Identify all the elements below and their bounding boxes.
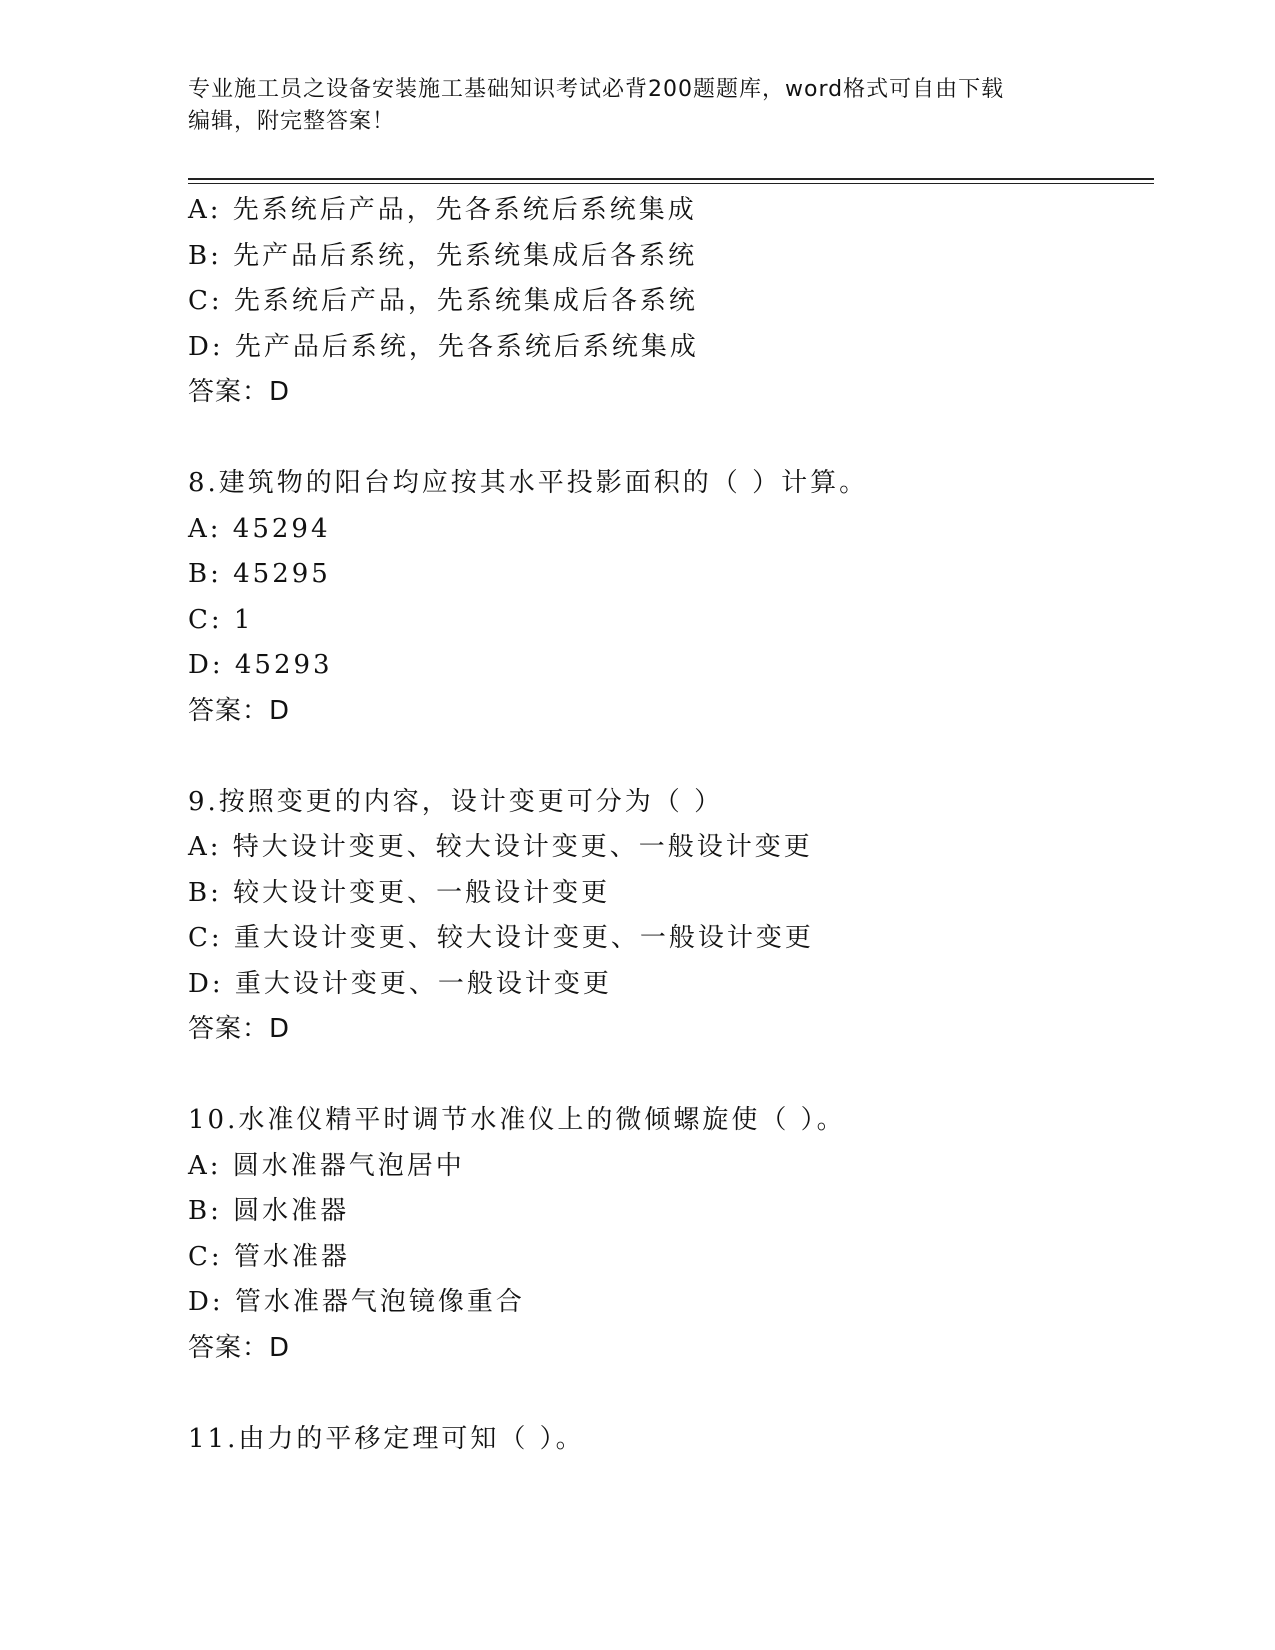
option-c: C: 重大设计变更、较大设计变更、一般设计变更: [188, 923, 814, 953]
spacer: [188, 1371, 1154, 1417]
option-a: A: 特大设计变更、较大设计变更、一般设计变更: [188, 832, 813, 862]
question-text: 8.建筑物的阳台均应按其水平投影面积的（ ）计算。: [188, 468, 869, 498]
option-b: B: 先产品后系统，先系统集成后各系统: [188, 240, 698, 271]
spacer: [188, 1053, 1154, 1099]
question-text: 10.水准仪精平时调节水准仪上的微倾螺旋使（ ）。: [188, 1105, 846, 1135]
option-d: D: 先产品后系统，先各系统后系统集成: [188, 331, 699, 362]
option-b: B: 圆水准器: [188, 1196, 350, 1226]
question-list: [188, 188, 1154, 1462]
header-divider-thin: [188, 183, 1154, 184]
option-b: B: 45295: [188, 559, 331, 589]
document-header: [188, 74, 1088, 138]
question-block-9: [188, 780, 1154, 1053]
question-text: 9.按照变更的内容，设计变更可分为（ ）: [188, 786, 724, 817]
header-title-line1: 专业施工员之设备安装施工基础知识考试必背200题题库，word格式可自由下载: [188, 77, 1005, 102]
option-a: A: 圆水准器气泡居中: [188, 1150, 465, 1181]
option-d: D: 重大设计变更、一般设计变更: [188, 968, 612, 999]
question-block-10: [188, 1098, 1154, 1371]
option-c: C: 管水准器: [188, 1241, 350, 1272]
option-c: C: 先系统后产品，先系统集成后各系统: [188, 286, 698, 316]
header-divider-thick: [188, 178, 1154, 180]
question-block-8: [188, 461, 1154, 734]
question-text: 11.由力的平移定理可知（ ）。: [188, 1423, 585, 1454]
question-block-7: [188, 188, 1154, 416]
spacer: [188, 416, 1154, 462]
answer-line: 答案：D: [188, 695, 291, 726]
option-c: C: 1: [188, 604, 254, 635]
option-a: A: 先系统后产品，先各系统后系统集成: [188, 195, 697, 225]
option-d: D: 管水准器气泡镜像重合: [188, 1287, 525, 1317]
option-d: D: 45293: [188, 650, 333, 680]
answer-line: 答案：D: [188, 377, 291, 407]
header-title-line2: 编辑，附完整答案！: [188, 109, 396, 134]
option-a: A: 45294: [188, 513, 331, 544]
spacer: [188, 734, 1154, 780]
option-b: B: 较大设计变更、一般设计变更: [188, 877, 611, 908]
question-block-11: [188, 1417, 1154, 1463]
answer-line: 答案：D: [188, 1332, 291, 1363]
answer-line: 答案：D: [188, 1014, 291, 1044]
